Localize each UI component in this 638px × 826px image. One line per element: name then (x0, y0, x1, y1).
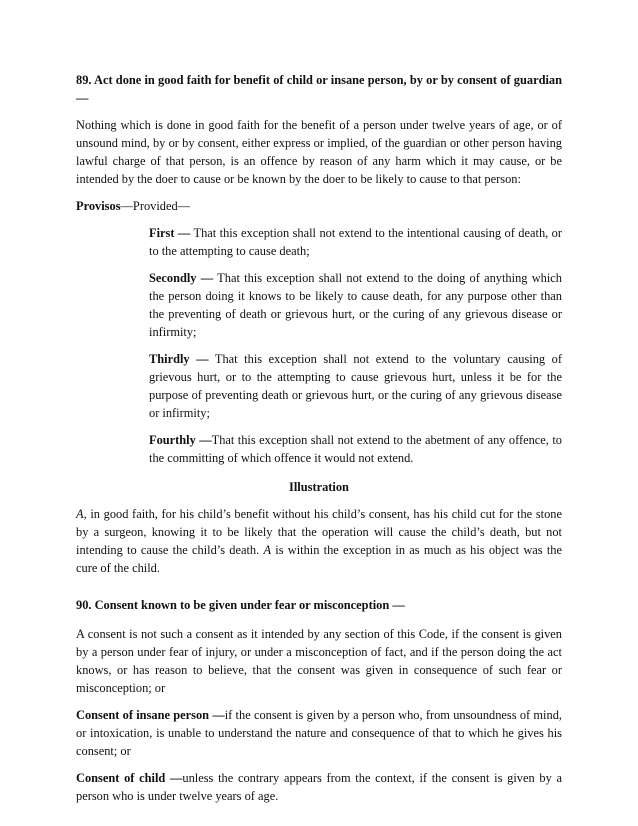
proviso-label: First — (149, 226, 191, 240)
section-90-heading: 90. Consent known to be given under fear or misconception — (76, 598, 405, 612)
proviso-label: Secondly — (149, 271, 214, 285)
illustration-person-a: A (263, 543, 272, 557)
illustration-person-a: A (76, 507, 84, 521)
proviso-first (149, 224, 562, 260)
consent-child (76, 769, 562, 805)
proviso-text: That this exception shall not extend to the abetment of any offence, to the committing of which offence it would not extend. (149, 433, 562, 465)
consent-child-label: Consent of child — (76, 771, 183, 785)
provisos-text: —Provided— (120, 199, 191, 213)
proviso-secondly (149, 269, 562, 341)
consent-insane-person (76, 706, 562, 760)
illustration-text (76, 505, 562, 577)
consent-insane-text: if the consent is given by a person who, from unsoundness of mind, or intoxication, is unable to understand the nature and consequence of that to which he gives his consent; or (76, 708, 562, 758)
illustration-heading: Illustration (289, 480, 349, 494)
illustration-part-2: is within the exception in as much as his object was the cure of the child. (76, 543, 562, 575)
proviso-label: Thirdly — (149, 352, 209, 366)
section-89-heading: 89. Act done in good faith for benefit of child or insane person, by or by consent of guardian — (76, 73, 562, 105)
proviso-fourthly (149, 431, 562, 467)
proviso-text: That this exception shall not extend to the intentional causing of death, or to the attempting to cause death; (149, 226, 562, 258)
illustration-part-1: , in good faith, for his child’s benefit without his child’s consent, has his child cut for the stone by a surgeon, knowing it to be likely that the operation will cause the child’s death, but not intending to cause the child’s death. (76, 507, 562, 557)
proviso-text: That this exception shall not extend to the doing of anything which the person doing it knows to be likely to cause death, for any purpose other than the preventing of death or grievous hurt, or the curing of any grievous disease or infirmity; (149, 271, 562, 339)
consent-insane-label: Consent of insane person — (76, 708, 225, 722)
consent-child-text: unless the contrary appears from the context, if the consent is given by a person who is under twelve years of age. (76, 771, 562, 803)
section-89-body: Nothing which is done in good faith for the benefit of a person under twelve years of age, or of unsound mind, by or by consent, either express or implied, of the guardian or other person having lawful charge of that person, is an offence by reason of any harm which it may cause, or be intended by the doer to cause or be known by the doer to be likely to cause to that person: (76, 118, 562, 186)
provisos-label: Provisos (76, 199, 121, 213)
section-90-body: A consent is not such a consent as it intended by any section of this Code, if the consent is given by a person under fear of injury, or under a misconception of fact, and if the person doing the act knows, or has reason to believe, that the consent was given in consequence of such fear or misconception; or (76, 627, 562, 695)
proviso-label: Fourthly — (149, 433, 212, 447)
proviso-thirdly (149, 350, 562, 422)
proviso-text: That this exception shall not extend to the voluntary causing of grievous hurt, or to the attempting to cause grievous hurt, unless it be for the purpose of preventing death or grievous hurt, or the curing of any grievous disease or infirmity; (149, 352, 562, 420)
provisos-line (76, 197, 562, 215)
